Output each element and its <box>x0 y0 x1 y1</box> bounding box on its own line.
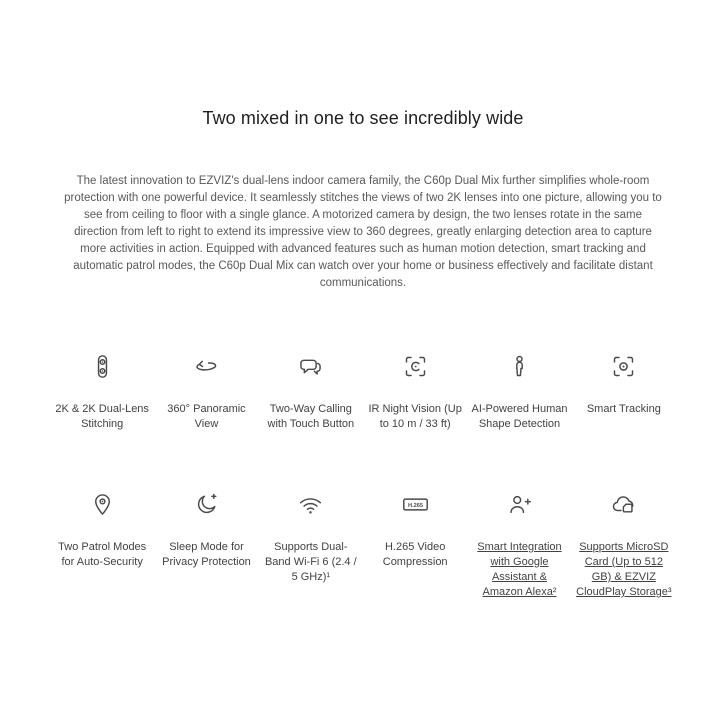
feature-label: IR Night Vision (Up to 10 m / 33 ft) <box>368 403 462 430</box>
feature-item <box>471 476 567 600</box>
feature-grid <box>54 338 672 600</box>
feature-label: 360° Panoramic View <box>167 403 246 430</box>
feature-item <box>367 476 463 600</box>
sleep-mode-icon <box>193 476 220 532</box>
product-description: The latest innovation to EZVIZ's dual-lens indoor camera family, the C60p Dual Mix further simplifies whole-room protection with one powerful device. It seamlessly stitches the views of two 2K lenses into one picture, allowing you to see from ceiling to floor with a single glance. A motorized camera by design, the two lenses rotate in the same direction from left to right to extend its impressive view to 360 degrees, greatly enlarging detection area to capture more activities in action. Equipped with advanced features such as human motion detection, smart tracking and automatic patrol modes, the C60p Dual Mix can watch over your home or business effectively and facilitate distant communications. <box>64 175 662 289</box>
ir-night-vision-icon <box>402 338 429 394</box>
feature-label: AI-Powered Human Shape Detection <box>471 403 568 430</box>
feature-label: Smart Tracking <box>586 403 661 415</box>
svg-text:H.265: H.265 <box>407 502 423 509</box>
feature-link-label[interactable]: Smart Integration with Google Assistant & Amazon Alexa² <box>477 541 562 598</box>
feature-item <box>471 338 567 432</box>
feature-label: 2K & 2K Dual-Lens Stitching <box>55 403 149 430</box>
smart-tracking-icon <box>610 338 637 394</box>
feature-item <box>576 338 672 432</box>
human-detection-icon <box>506 338 533 394</box>
feature-label: Two-Way Calling with Touch Button <box>267 403 355 430</box>
feature-item <box>158 338 254 432</box>
patrol-modes-icon <box>89 476 116 532</box>
feature-label: H.265 Video Compression <box>382 541 448 568</box>
h265-icon <box>402 476 429 532</box>
wifi-icon <box>297 476 324 532</box>
feature-item <box>54 476 150 600</box>
feature-item <box>263 476 359 600</box>
two-way-calling-icon <box>297 338 324 394</box>
smart-integration-icon <box>506 476 533 532</box>
microsd-cloud-icon <box>610 476 637 532</box>
feature-item <box>158 476 254 600</box>
feature-item <box>263 338 359 432</box>
panoramic-view-icon <box>193 338 220 394</box>
feature-link-label[interactable]: Supports MicroSD Card (Up to 512 GB) & EZVIZ CloudPlay Storage³ <box>576 541 672 598</box>
feature-item <box>367 338 463 432</box>
page-title: Two mixed in one to see incredibly wide <box>202 108 524 128</box>
feature-label: Supports Dual-Band Wi-Fi 6 (2.4 / 5 GHz)¹ <box>264 541 357 583</box>
feature-label: Two Patrol Modes for Auto-Security <box>58 541 147 568</box>
feature-item <box>54 338 150 432</box>
feature-item <box>576 476 672 600</box>
dual-lens-icon <box>89 338 116 394</box>
feature-label: Sleep Mode for Privacy Protection <box>162 541 251 568</box>
